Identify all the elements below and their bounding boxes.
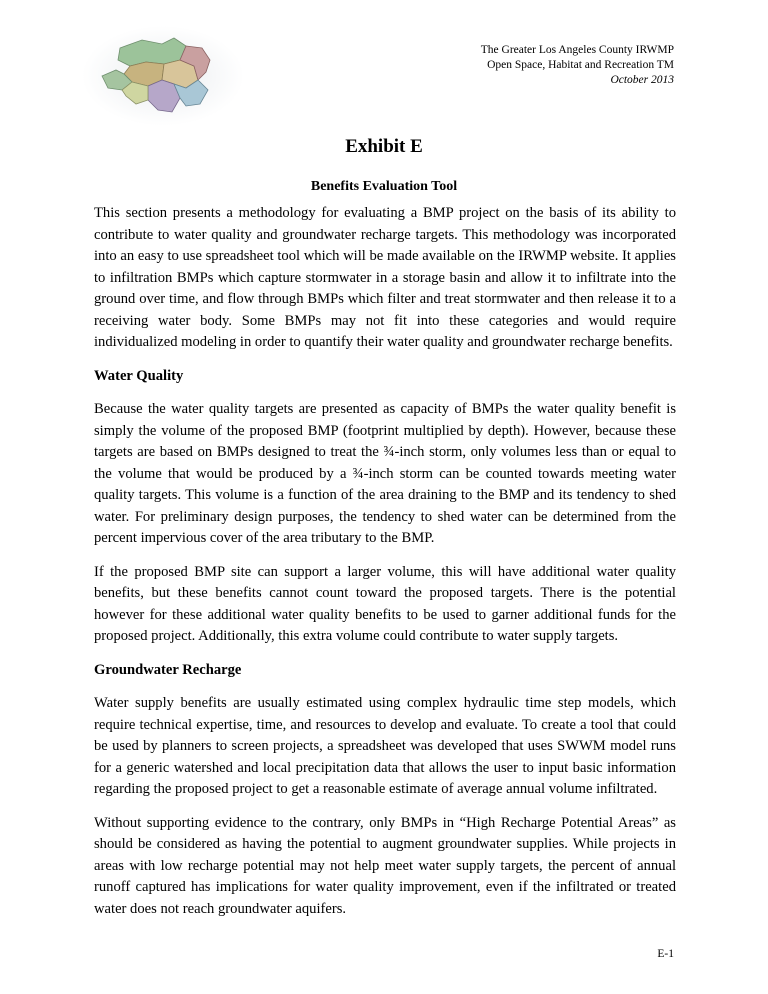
intro-paragraph: This section presents a methodology for evaluating a BMP project on the basis of its ability to contribute to water quality and groundwater recharge targets. This methodology was incorporated into an easy to use spreadsheet tool which will be made available on the IRWMP website. It applies to infiltration BMPs which capture stormwater in a storage basin and allow it to infiltrate into the ground over time, and flow through BMPs which filter and treat stormwater and then release it to a receiving water body. Some BMPs may not fit into these categories and would require individualized modeling in order to quantify their water quality and groundwater recharge benefits. [94,205,676,350]
document-body [94,203,676,932]
exhibit-subtitle: Benefits Evaluation Tool [310,179,458,194]
document-header [481,43,674,88]
irwmp-region-map-logo [82,26,244,126]
header-date: October 2013 [610,74,674,86]
header-organization: The Greater Los Angeles County IRWMP [480,44,674,56]
water-quality-paragraph-1: Because the water quality targets are presented as capacity of BMPs the water quality benefit is simply the volume of the proposed BMP (footprint multiplied by depth). However, because these targets are based on BMPs designed to treat the ¾-inch storm, only volumes less than or equal to the volume that would be produced by a ¾-inch storm can be counted towards meeting water quality targets. This volume is a function of the area draining to the BMP and its tendency to shed water. For preliminary design purposes, the tendency to shed water can be determined from the percent impervious cover of the area tributary to the BMP. [94,401,676,546]
exhibit-title: Exhibit E [345,136,423,157]
page-number: E-1 [657,948,674,960]
water-quality-heading: Water Quality [94,367,184,384]
groundwater-paragraph-1: Water supply benefits are usually estimated using complex hydraulic time step models, which require technical expertise, time, and resources to develop and evaluate. To create a tool that could be used by planners to screen projects, a spreadsheet was developed that uses SWWM model runs for a generic watershed and local precipitation data that allows the user to input basic information regarding the proposed project to get a reasonable estimate of average annual volume infiltrated. [94,695,676,797]
groundwater-paragraph-2: Without supporting evidence to the contrary, only BMPs in “High Recharge Potential Areas” as should be considered as having the potential to augment groundwater supplies. While projects in areas with low recharge potential may not help meet water supply targets, the percent of annual runoff captured has implications for water quality improvement, even if the infiltrated or treated water does not reach groundwater aquifers. [94,814,676,917]
header-report-title: Open Space, Habitat and Recreation TM [487,59,674,71]
groundwater-recharge-heading: Groundwater Recharge [94,661,242,678]
water-quality-paragraph-2: If the proposed BMP site can support a larger volume, this will have additional water quality benefits, but these benefits cannot count toward the proposed targets. There is the potential however for these additional water quality benefits to be used to garner additional funds for the proposed project. Additionally, this extra volume could contribute to water supply targets. [94,563,676,644]
